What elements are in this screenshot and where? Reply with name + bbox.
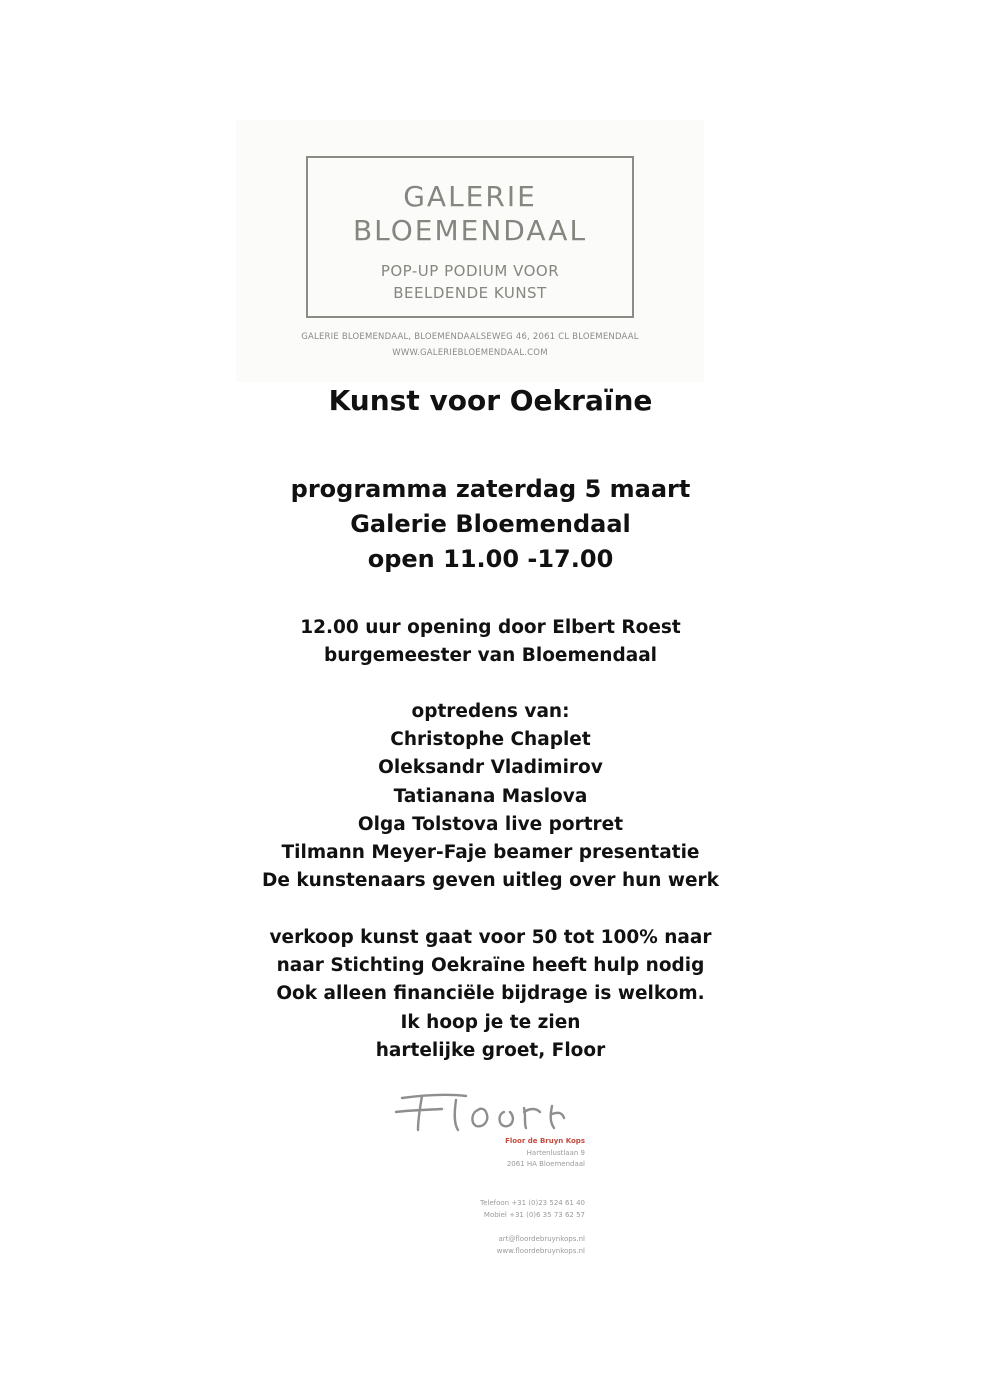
performer-item: Olga Tolstova live portret	[357, 813, 624, 835]
logo-frame	[306, 156, 634, 318]
opening-line: 12.00 uur opening door Elbert Roest	[300, 617, 681, 638]
performer-item: Oleksandr Vladimirov	[378, 757, 603, 779]
performer-item: De kunstenaars geven uitleg over hun werk	[262, 870, 719, 892]
contact-address	[380, 1136, 585, 1171]
logo-title-line2: BLOEMENDAAL	[352, 214, 588, 247]
performer-item: Christophe Chaplet	[390, 729, 591, 751]
program-heading	[0, 472, 981, 577]
logo-subtitle-line2: BEELDENDE KUNST	[393, 284, 547, 302]
program-venue: Galerie Bloemendaal	[350, 510, 631, 538]
contact-online	[380, 1234, 585, 1257]
contact-street: Hartenlustlaan 9	[526, 1148, 585, 1157]
performer-item: Tatianana Maslova	[393, 785, 588, 807]
contact-website: www.floordebruynkops.nl	[496, 1246, 585, 1255]
page-title: Kunst voor Oekraïne	[328, 384, 653, 417]
contact-phones	[380, 1198, 585, 1221]
performances-heading: optredens van:	[411, 701, 570, 722]
closing-line: verkoop kunst gaat voor 50 tot 100% naar	[269, 927, 712, 948]
closing-line: Ook alleen financiële bijdrage is welkom.	[276, 983, 705, 1005]
opening-info	[0, 614, 981, 670]
performer-item: Tilmann Meyer-Faje beamer presentatie	[281, 842, 700, 864]
performances-list	[0, 698, 981, 895]
closing-text	[0, 924, 981, 1065]
closing-line: Ik hoop je te zien	[400, 1011, 581, 1033]
logo-title-line1: GALERIE	[403, 180, 537, 213]
logo-subtitle-line1: POP-UP PODIUM VOOR	[380, 262, 560, 280]
logo-address: GALERIE BLOEMENDAAL, BLOEMENDAALSEWEG 46, 2061 CL BLOEMENDAAL	[301, 332, 639, 342]
opening-line: burgemeester van Bloemendaal	[323, 645, 658, 667]
contact-email: art@floordebruynkops.nl	[498, 1235, 585, 1243]
program-hours: open 11.00 -17.00	[367, 545, 614, 573]
contact-city: 2061 HA Bloemendaal	[506, 1160, 585, 1168]
logo-website: WWW.GALERIEBLOEMENDAAL.COM	[392, 348, 548, 358]
contact-mobile: Mobiel +31 (0)6 35 73 62 57	[483, 1210, 585, 1219]
gallery-logo	[236, 120, 704, 382]
contact-name: Floor de Bruyn Kops	[505, 1137, 585, 1145]
program-date: programma zaterdag 5 maart	[290, 475, 691, 503]
contact-phone: Telefoon +31 (0)23 524 61 40	[479, 1199, 585, 1207]
closing-line: hartelijke groet, Floor	[375, 1039, 606, 1061]
closing-line: naar Stichting Oekraïne heeft hulp nodig	[276, 955, 705, 977]
handwritten-signature	[392, 1088, 592, 1136]
